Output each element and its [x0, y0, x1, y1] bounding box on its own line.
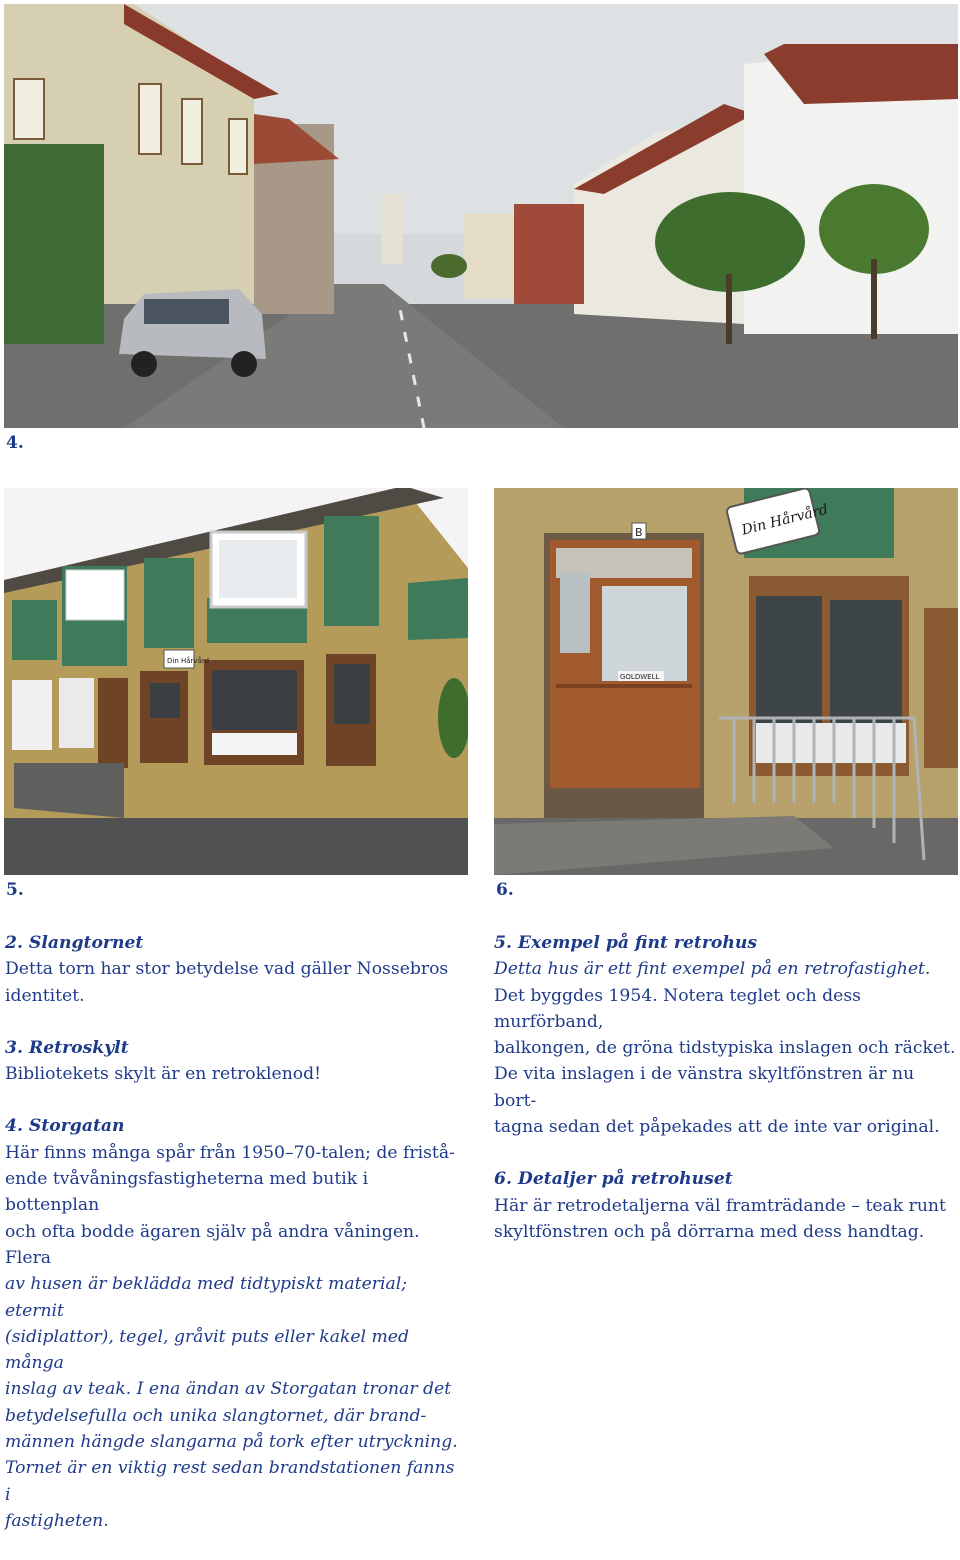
section-line: Här finns många spår från 1950–70-talen; de fristå-	[5, 1142, 455, 1163]
section-heading: 2. Slangtornet	[5, 933, 144, 953]
section-line: fastigheten.	[5, 1510, 109, 1531]
section-retrohus	[494, 930, 956, 1140]
details-door-label: GOLDWELL	[620, 673, 660, 681]
section-line: ende tvåvåningsfastigheterna med butik i bottenplan	[5, 1169, 369, 1216]
section-line: inslag av teak. I ena ändan av Storgatan tronar det	[5, 1379, 452, 1400]
photo-caption-4: 4.	[6, 433, 24, 453]
photo-street	[4, 4, 958, 428]
section-line: männen hängde slangarna på tork efter utryckning.	[5, 1432, 458, 1453]
section-line: Det byggdes 1954. Notera teglet och dess murförband,	[494, 985, 861, 1032]
section-heading: 5. Exempel på fint retrohus	[494, 933, 758, 953]
section-line: Detta hus är ett fint exempel på en retrofastighet.	[494, 959, 931, 980]
section-line: balkongen, de gröna tidstypiska inslagen och räcket.	[494, 1038, 956, 1059]
details-door-letter: B	[635, 526, 643, 539]
section-line: betydelsefulla och unika slangtornet, där brand-	[5, 1405, 427, 1426]
photo-building	[4, 488, 468, 875]
left-text-column	[5, 930, 460, 1560]
section-retroskylt	[5, 1035, 460, 1088]
section-line: Detta torn har stor betydelse vad gäller Nossebros	[5, 959, 449, 980]
section-line: tagna sedan det påpekades att de inte var original.	[494, 1117, 940, 1138]
section-line: av husen är beklädda med tidtypiskt material; eternit	[5, 1274, 407, 1321]
section-line: De vita inslagen i de vänstra skyltfönstren är nu bort-	[494, 1064, 915, 1111]
section-heading: 6. Detaljer på retrohuset	[494, 1169, 733, 1190]
section-slangtornet	[5, 930, 460, 1009]
section-heading: 4. Storgatan	[5, 1116, 125, 1137]
right-text-column	[494, 930, 956, 1271]
section-line: skyltfönstren och på dörrarna med dess handtag.	[494, 1221, 925, 1242]
section-line: Här är retrodetaljerna väl framträdande – teak runt	[494, 1195, 946, 1216]
details-sign-text: Din Hårvård	[740, 501, 830, 539]
section-line: Bibliotekets skylt är en retroklenod!	[5, 1064, 322, 1085]
section-detaljer	[494, 1166, 956, 1245]
photo-caption-5: 5.	[6, 880, 24, 900]
section-line: identitet.	[5, 985, 85, 1006]
photo-caption-6: 6.	[496, 880, 514, 900]
section-heading: 3. Retroskylt	[5, 1037, 129, 1058]
section-line: Tornet är en viktig rest sedan brandstationen fanns i	[5, 1458, 455, 1505]
section-storgatan	[5, 1113, 460, 1534]
section-line: och ofta bodde ägaren själv på andra våningen. Flera	[5, 1221, 420, 1268]
section-line: (sidiplattor), tegel, gråvit puts eller kakel med många	[5, 1326, 409, 1374]
photo-details	[494, 488, 958, 875]
building-sign-text: Din Hårvård	[167, 657, 210, 665]
